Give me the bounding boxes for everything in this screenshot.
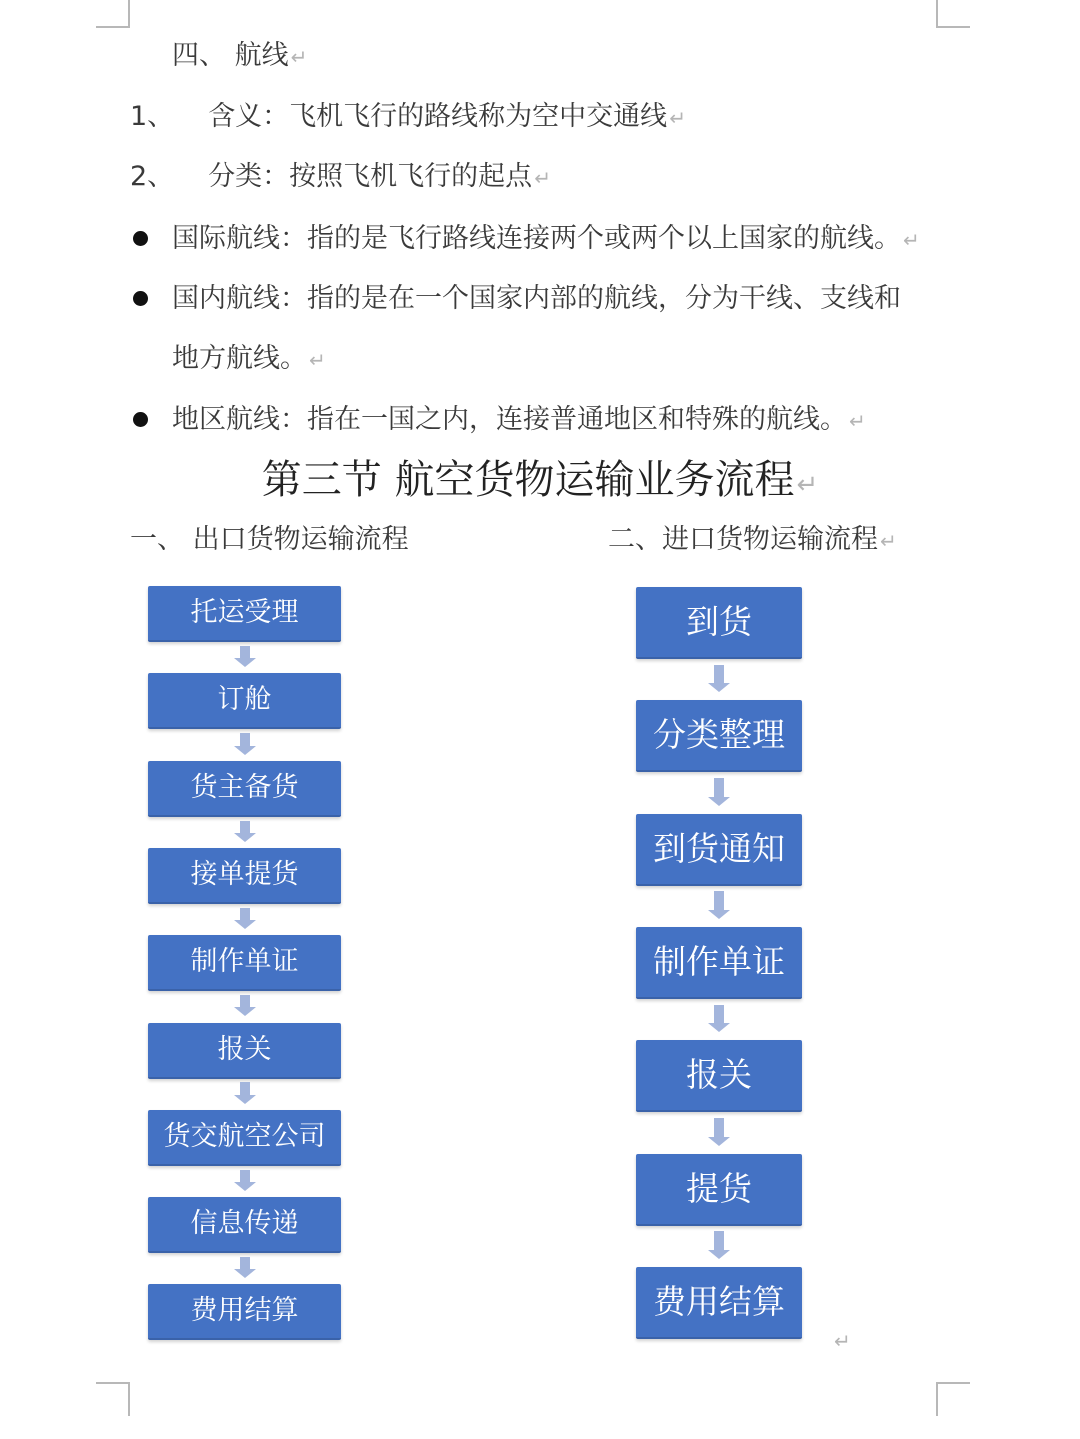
flow-arrow-down-icon <box>708 1005 730 1033</box>
bullet-dot <box>133 412 148 427</box>
crop-mark-top-left <box>96 0 130 28</box>
bullet-regional-route: 地区航线：指在一国之内，连接普通地区和特殊的航线。 ↵ <box>172 404 866 435</box>
flow-step: 制作单证 <box>636 927 802 999</box>
crop-mark-bottom-left <box>96 1382 130 1416</box>
flow-arrow-down-icon <box>234 646 256 667</box>
flow-step: 接单提货 <box>148 848 341 904</box>
flow-arrow-down-icon <box>708 1118 730 1146</box>
flow-arrow-down-icon <box>234 995 256 1016</box>
route-item-classification: 2、 分类：按照飞机飞行的起点 ↵ <box>130 161 551 192</box>
flow-step: 到货通知 <box>636 814 802 886</box>
flow-step: 制作单证 <box>148 935 341 991</box>
import-flow-heading: 二、进口货物运输流程 ↵ <box>608 524 897 555</box>
routes-heading: 四、 航线 ↵ <box>172 40 308 71</box>
bullet-domestic-route-continued: 地方航线。 ↵ <box>172 343 326 374</box>
flow-step: 货主备货 <box>148 761 341 817</box>
bullet-dot <box>133 231 148 246</box>
flow-step: 托运受理 <box>148 586 341 642</box>
export-flow-heading: 一、 出口货物运输流程 <box>130 524 409 555</box>
flow-step: 货交航空公司 <box>148 1110 341 1166</box>
flow-arrow-down-icon <box>708 778 730 806</box>
flow-arrow-down-icon <box>708 891 730 919</box>
section-title: 第三节 航空货物运输业务流程↵ <box>261 457 819 503</box>
flow-arrow-down-icon <box>234 821 256 842</box>
flow-arrow-down-icon <box>234 733 256 754</box>
flow-arrow-down-icon <box>234 1082 256 1103</box>
flow-step: 信息传递 <box>148 1197 341 1253</box>
flow-step: 订舱 <box>148 673 341 729</box>
flow-arrow-down-icon <box>708 1231 730 1259</box>
flow-step: 费用结算 <box>148 1284 341 1340</box>
flow-step: 提货 <box>636 1154 802 1226</box>
flow-arrow-down-icon <box>234 1257 256 1278</box>
flow-arrow-down-icon <box>708 665 730 693</box>
flow-step: 费用结算 <box>636 1267 802 1339</box>
flow-arrow-down-icon <box>234 908 256 929</box>
crop-mark-bottom-right <box>936 1382 970 1416</box>
bullet-international-route: 国际航线：指的是飞行路线连接两个或两个以上国家的航线。 ↵ <box>172 223 920 254</box>
flow-step: 报关 <box>636 1040 802 1112</box>
bullet-dot <box>133 291 148 306</box>
end-paragraph-mark: ↵ <box>834 1329 851 1353</box>
flow-step: 分类整理 <box>636 700 802 772</box>
bullet-domestic-route: 国内航线：指的是在一个国家内部的航线，分为干线、支线和 <box>172 283 901 314</box>
crop-mark-top-right <box>936 0 970 28</box>
flow-step: 到货 <box>636 587 802 659</box>
route-item-meaning: 1、 含义：飞机飞行的路线称为空中交通线 ↵ <box>130 101 686 132</box>
flow-arrow-down-icon <box>234 1170 256 1191</box>
flow-step: 报关 <box>148 1023 341 1079</box>
